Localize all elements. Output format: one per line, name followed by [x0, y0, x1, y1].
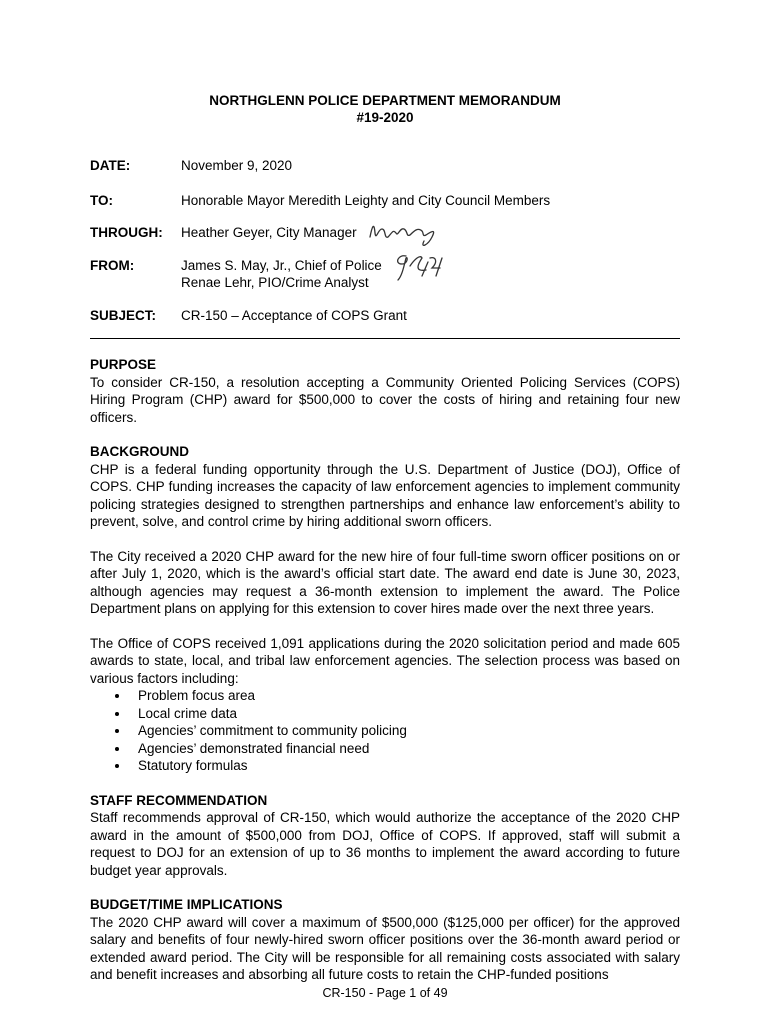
budget-heading: BUDGET/TIME IMPLICATIONS: [90, 897, 283, 912]
memo-title-line-1: NORTHGLENN POLICE DEPARTMENT MEMORANDUM: [209, 93, 561, 108]
purpose-heading: PURPOSE: [90, 357, 157, 372]
date-label: DATE:: [90, 158, 131, 173]
background-heading: BACKGROUND: [90, 444, 189, 459]
header-divider: [90, 338, 680, 339]
list-item: • Agencies’ demonstrated financial need: [130, 740, 680, 758]
memo-body: [90, 356, 680, 984]
budget-text: The 2020 CHP award will cover a maximum of $500,000 ($125,000 per officer) for the approved salary and benefits of four newly-hired sworn officer positions over the 36-month award period or extended award period. The City will be responsible for all remaining costs associated with salary and benefit increases and absorbing all future costs to retain the CHP-funded positions: [90, 914, 680, 982]
memo-number: #19-2020: [356, 110, 414, 125]
list-item: • Statutory formulas: [130, 757, 680, 775]
staff-recommendation-heading: STAFF RECOMMENDATION: [90, 792, 268, 808]
purpose-text: To consider CR-150, a resolution accepting a Community Oriented Policing Services (COPS) Hiring Program (CHP) award for $500,000 to cover the costs of hiring and retaining four new officers.: [90, 374, 680, 425]
selection-factors-list: [90, 687, 680, 775]
background-paragraph-2: The City received a 2020 CHP award for the new hire of four full-time sworn officer positions on or after July 1, 2020, which is the award’s official start date. The award end date is June 30, 2023, although agencies may request a 36-month extension to implement the award. The Police Department plans on applying for this extension to cover hires made over the next three years.: [90, 548, 680, 616]
date-value: November 9, 2020: [181, 158, 293, 173]
from-value-2: Renae Lehr, PIO/Crime Analyst: [181, 275, 369, 290]
to-label: TO:: [90, 193, 113, 208]
staff-recommendation-text: Staff recommends approval of CR-150, which would authorize the acceptance of the 2020 CHP award in the amount of $500,000 from DOJ, Office of COPS. If approved, staff will submit a request to DOJ for an extension of up to 36 months to implement the award according to future budget year approvals.: [90, 810, 680, 878]
list-item: • Local crime data: [130, 705, 680, 723]
subject-value: CR-150 – Acceptance of COPS Grant: [181, 308, 407, 323]
through-value: Heather Geyer, City Manager: [181, 225, 357, 240]
from-value-1: James S. May, Jr., Chief of Police: [181, 258, 382, 273]
from-label: FROM:: [90, 258, 135, 273]
memo-title: [0, 92, 770, 126]
subject-label: SUBJECT:: [90, 308, 157, 323]
list-item: • Problem focus area: [130, 687, 680, 705]
through-label: THROUGH:: [90, 225, 163, 240]
list-item: • Agencies’ commitment to community policing: [130, 722, 680, 740]
to-value: Honorable Mayor Meredith Leighty and City Council Members: [181, 193, 551, 208]
background-paragraph-1: CHP is a federal funding opportunity through the U.S. Department of Justice (DOJ), Office of COPS. CHP funding increases the capacity of law enforcement agencies to implement community policing strategies designed to strengthen partnerships and enhance law enforcement’s ability to prevent, solve, and control crime by hiring additional sworn officers.: [90, 461, 680, 529]
police-chief-initials-signature: [392, 246, 448, 288]
background-paragraph-3: The Office of COPS received 1,091 applications during the 2020 solicitation period and made 605 awards to state, local, and tribal law enforcement agencies. The selection process was based on various factors including:: [90, 635, 680, 686]
page-footer: CR-150 - Page 1 of 49: [322, 986, 448, 1000]
